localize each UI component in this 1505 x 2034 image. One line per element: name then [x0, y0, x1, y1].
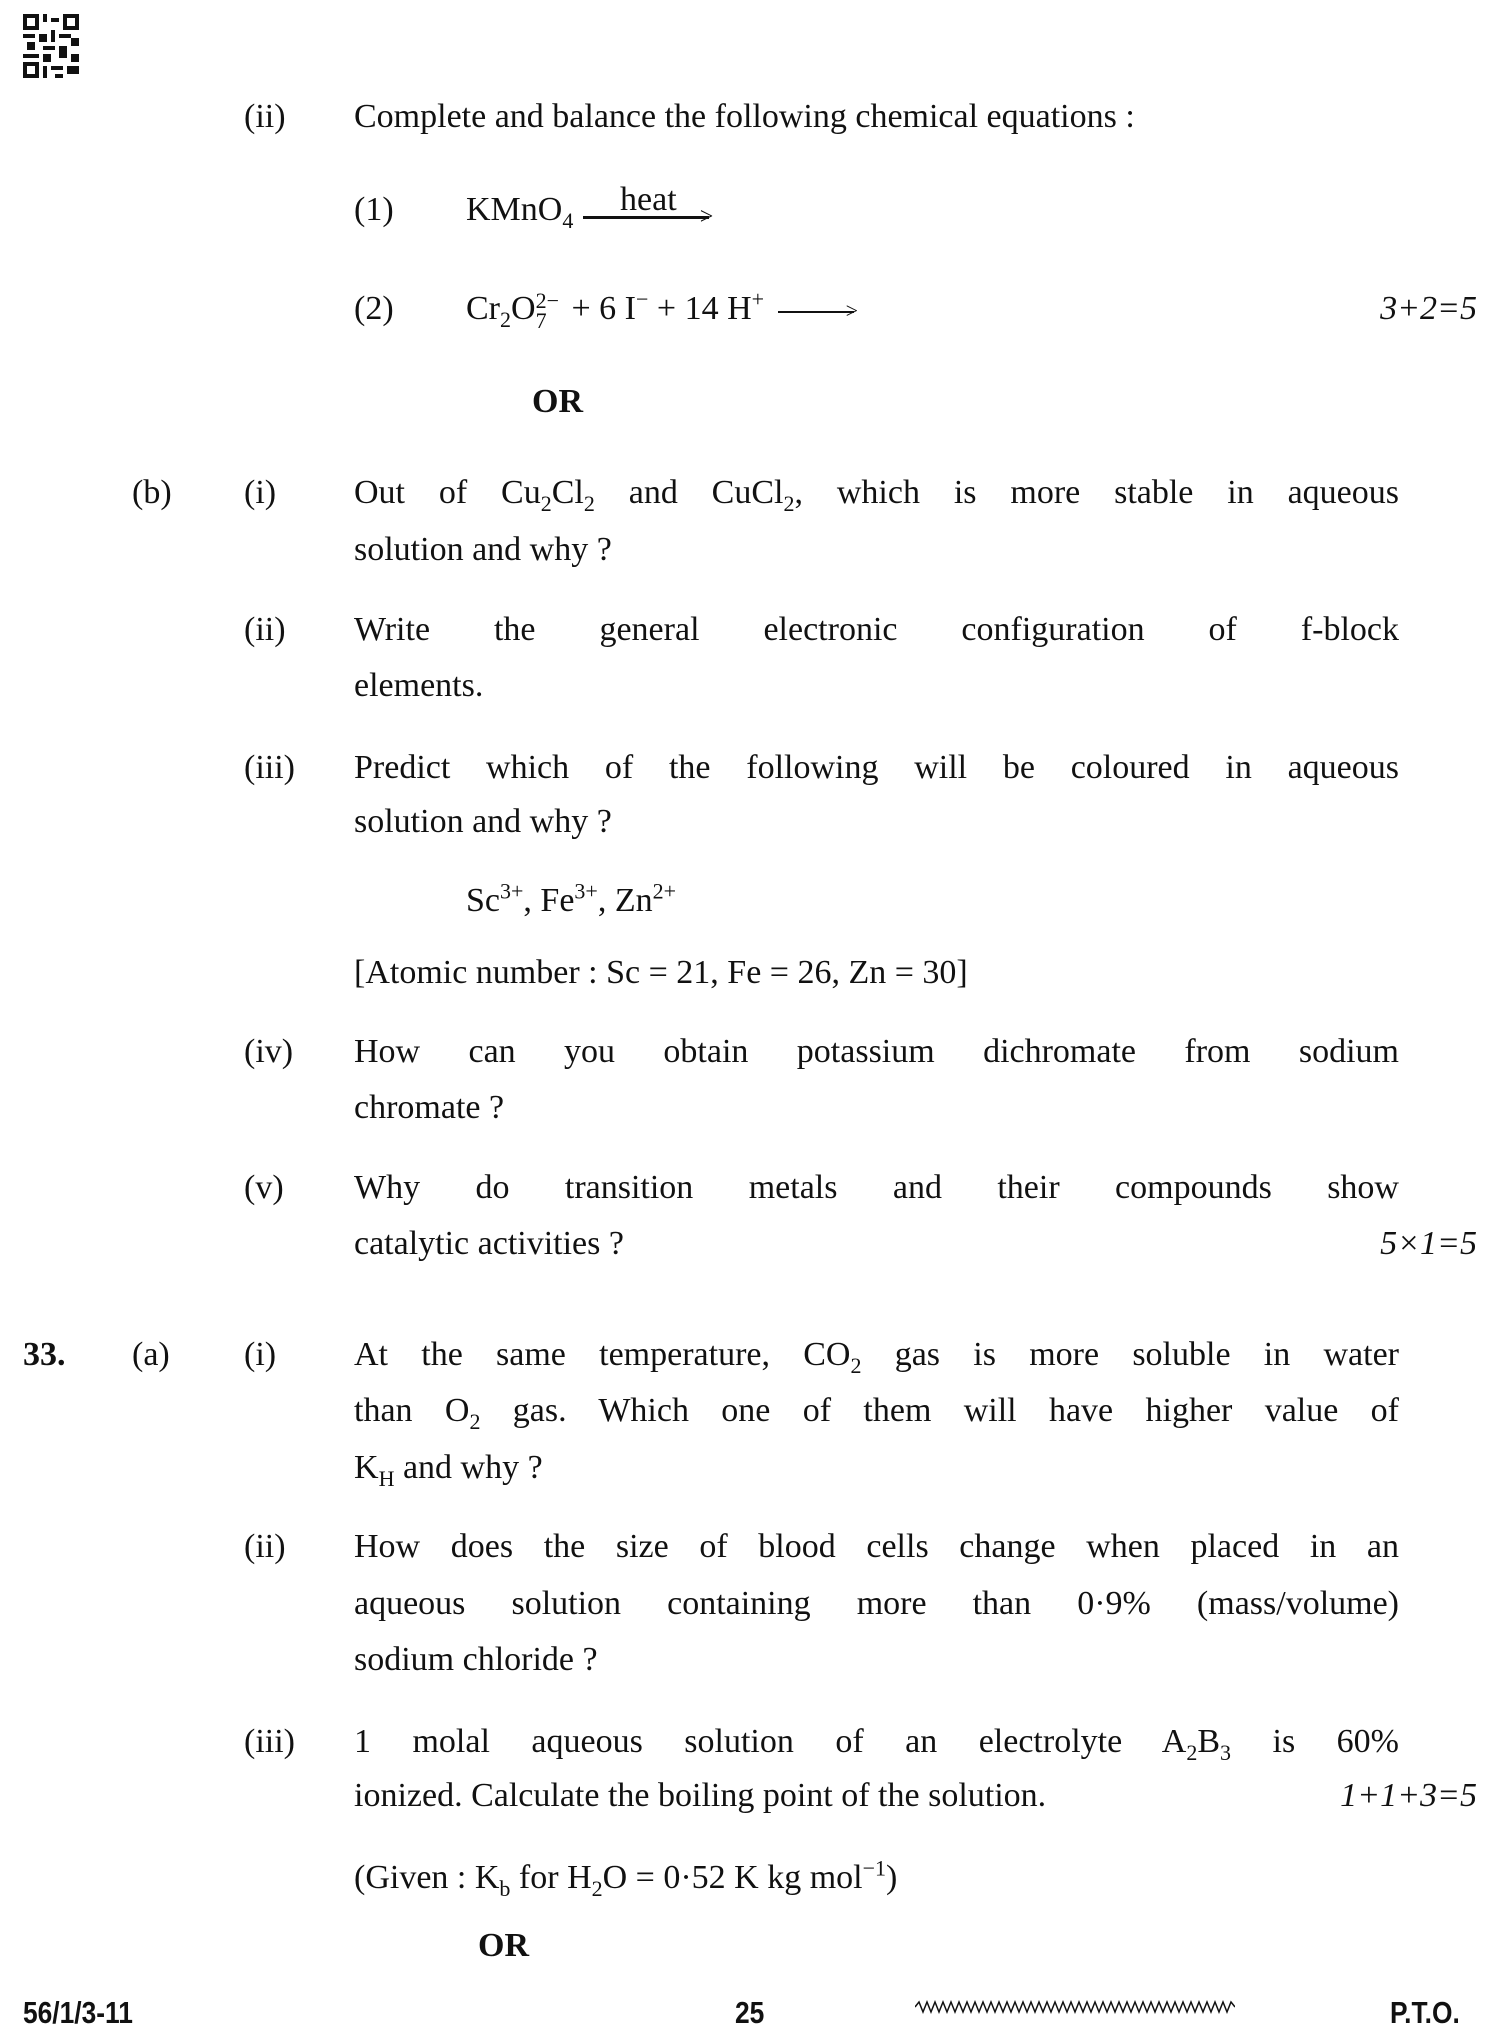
superscript: −: [635, 286, 649, 312]
text-run: aqueous solution containing more than 0·9% (mass/volume): [354, 1585, 1399, 1622]
superscript: 2+: [652, 878, 677, 904]
text-run: sodium chloride ?: [354, 1641, 598, 1678]
subscript: 3: [1220, 1739, 1232, 1765]
text-run: gas is more soluble in water: [861, 1336, 1399, 1373]
subscript: b: [499, 1875, 511, 1901]
text-run: O = 0·52 K kg mol: [602, 1859, 863, 1896]
question-number: 33.: [23, 1336, 66, 1373]
superscript: −1: [862, 1855, 887, 1881]
text-run: chromate ?: [354, 1089, 505, 1126]
text-run: than O: [354, 1392, 470, 1429]
text-run: Complete and balance the following chemical equations :: [354, 98, 1135, 135]
text-run: , Zn: [597, 882, 653, 919]
arrow-condition: heat: [620, 181, 677, 219]
text-run: At the same temperature, CO: [354, 1336, 851, 1373]
marks: 3+2=5: [1380, 290, 1477, 327]
text-run: gas. Which one of them will have higher value of: [480, 1392, 1399, 1429]
subscript: 2: [1186, 1739, 1198, 1765]
question-text: [354, 97, 1135, 137]
text-run: ): [886, 1859, 898, 1896]
text-run: , which is more stable in aqueous: [794, 474, 1399, 511]
text-run: catalytic activities ?: [354, 1225, 624, 1262]
subscript: 2: [469, 1408, 481, 1434]
superscript: +: [751, 286, 765, 312]
text-run: KMnO: [466, 191, 563, 228]
subpart-label: (ii): [244, 1528, 286, 1565]
text-run: , Fe: [523, 882, 575, 919]
text-run: Write the general electronic configuration of f-block: [354, 611, 1399, 648]
text-run: ionized. Calculate the boiling point of the solution.: [354, 1777, 1047, 1814]
question-text: [354, 1527, 1399, 1567]
or-divider: OR: [532, 383, 583, 420]
question-text: [354, 530, 612, 570]
subscript: 2: [850, 1352, 862, 1378]
question-text: [354, 1224, 624, 1264]
marks: 1+1+3=5: [1340, 1777, 1477, 1814]
reaction-arrow-icon: >: [778, 291, 858, 331]
question-text: [354, 1391, 1399, 1434]
part-label: (a): [132, 1336, 170, 1373]
subscript: 2: [783, 490, 795, 516]
part-label: (b): [132, 474, 172, 511]
text-run: Out of Cu: [354, 474, 541, 511]
question-text: [354, 1776, 1046, 1816]
subpart-label: (iv): [244, 1033, 294, 1070]
equation-1: [466, 181, 714, 233]
text-run: Why do transition metals and their compounds show: [354, 1169, 1399, 1206]
equation-label: (2): [354, 290, 394, 327]
superscript: 3+: [574, 878, 598, 904]
text-run: is 60%: [1231, 1723, 1399, 1760]
subpart-label: (ii): [244, 611, 286, 648]
text-run: K: [354, 1449, 379, 1486]
question-text: [354, 802, 612, 842]
reaction-arrow-icon: heat >: [583, 192, 713, 232]
superscript: 3+: [500, 878, 524, 904]
question-text: [354, 1088, 504, 1128]
equation-reactants: [466, 286, 765, 334]
text-run: for H: [510, 1859, 592, 1896]
text-run: Cr: [466, 290, 500, 327]
text-run: + 14 H: [648, 290, 752, 327]
atomic-number-note: [354, 953, 968, 993]
equation-2: [466, 286, 859, 334]
question-text: [354, 748, 1399, 788]
text-run: Sc: [466, 882, 500, 919]
question-text: [354, 1168, 1399, 1208]
page-number: 25: [735, 1995, 765, 2030]
question-text: [354, 610, 1399, 650]
text-run: elements.: [354, 667, 484, 704]
marks: 5×1=5: [1380, 1225, 1477, 1262]
question-text: [354, 1032, 1399, 1072]
text-run: O: [511, 290, 536, 327]
qr-code-icon: [23, 13, 79, 79]
subpart-label: (i): [244, 1336, 277, 1373]
text-run: and CuCl: [594, 474, 784, 511]
equation-label: (1): [354, 191, 394, 228]
subpart-label: (ii): [244, 98, 286, 135]
text-run: [Atomic number : Sc = 21, Fe = 26, Zn = 30]: [354, 954, 968, 991]
ion-list: [466, 878, 677, 921]
text-run: Predict which of the following will be coloured in aqueous: [354, 749, 1399, 786]
or-divider: OR: [478, 1927, 529, 1964]
subscript: 4: [562, 207, 574, 233]
text-run: solution and why ?: [354, 803, 612, 840]
question-text: [354, 1640, 598, 1680]
question-text: [354, 473, 1399, 516]
question-text: [354, 1335, 1399, 1378]
given-data: [354, 1855, 898, 1901]
paper-code: 56/1/3-11: [23, 1995, 133, 2030]
subscript: 2: [500, 306, 511, 332]
text-run: + 6 I: [562, 290, 636, 327]
subscript: H: [378, 1465, 395, 1491]
equation-reactant: [466, 191, 574, 233]
text-run: solution and why ?: [354, 531, 612, 568]
sub-superscript: 2− 7: [535, 288, 559, 334]
subpart-label: (iii): [244, 1723, 295, 1760]
text-run: 1 molal aqueous solution of an electrolyte A: [354, 1723, 1187, 1760]
subscript: 2: [540, 490, 552, 516]
subscript: 2: [583, 490, 595, 516]
question-text: [354, 666, 483, 706]
text-run: Cl: [551, 474, 584, 511]
text-run: (Given : K: [354, 1859, 500, 1896]
question-text: [354, 1722, 1399, 1765]
pto-label: P.T.O.: [1390, 1995, 1460, 2030]
subpart-label: (v): [244, 1169, 284, 1206]
question-text: [354, 1584, 1399, 1624]
subpart-label: (iii): [244, 749, 295, 786]
text-run: How does the size of blood cells change when placed in an: [354, 1528, 1399, 1565]
question-text: [354, 1448, 543, 1491]
subpart-label: (i): [244, 474, 277, 511]
text-run: B: [1197, 1723, 1221, 1760]
squiggle-decoration-icon: [915, 2000, 1235, 2014]
subscript: 2: [591, 1875, 603, 1901]
text-run: How can you obtain potassium dichromate from sodium: [354, 1033, 1399, 1070]
text-run: and why ?: [394, 1449, 543, 1486]
